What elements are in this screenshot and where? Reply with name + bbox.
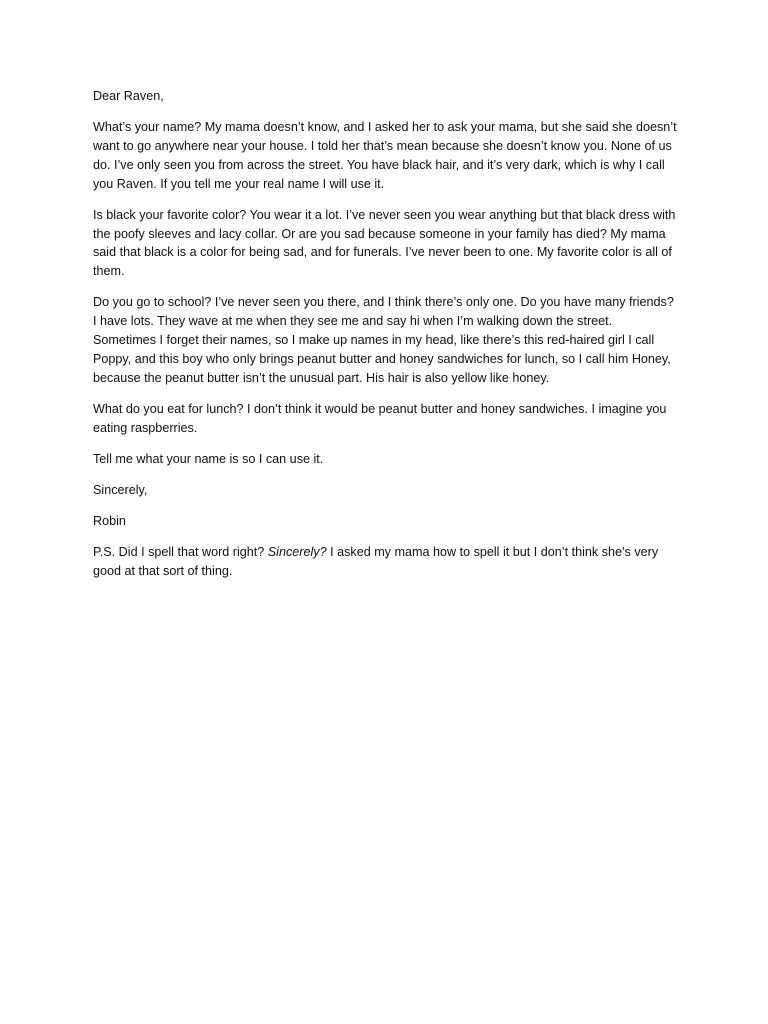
signature: Robin (93, 514, 126, 529)
salutation: Dear Raven, (93, 89, 164, 103)
paragraph-4: What do you eat for lunch? I don’t think it would be peanut butter and honey sandwiches. I imagine you eating raspberries. (93, 401, 667, 435)
closing: Sincerely, (93, 482, 148, 497)
paragraph-5: Tell me what your name is so I can use it. (93, 451, 324, 466)
postscript-text-before: P.S. Did I spell that word right? (93, 545, 268, 560)
postscript (93, 543, 677, 581)
paragraph-1: What’s your name? My mama doesn’t know, and I asked her to ask your mama, but she said she doesn’t want to go anywhere near your house. I told her that’s mean because she doesn’t know you. None of us do. I’ve only seen you from across the street. You have black hair, and it’s very dark, which is why I call you Raven. If you tell me your real name I will use it. (93, 120, 677, 191)
postscript-text-after: I asked my mama how to spell it but I don’t think she’s very good at that sort of thing. (93, 545, 659, 579)
postscript-emphasis: Sincerely? (267, 545, 327, 560)
paragraph-2: Is black your favorite color? You wear it a lot. I’ve never seen you wear anything but that black dress with the poofy sleeves and lacy collar. Or are you sad because someone in your family has died? My mama said that black is a color for being sad, and for funerals. I’ve never been to one. My favorite color is all of them. (93, 207, 676, 279)
paragraph-3: Do you go to school? I’ve never seen you there, and I think there’s only one. Do you have many friends? I have lots. They wave at me when they see me and say hi when I’m walking down the street. Sometimes I forget their names, so I make up names in my head, like there’s this red-haired girl I call Poppy, and this boy who only brings peanut butter and honey sandwiches for lunch, so I call him Honey, because the peanut butter isn’t the unusual part. His hair is also yellow like honey. (93, 295, 674, 385)
letter-body (93, 87, 677, 593)
